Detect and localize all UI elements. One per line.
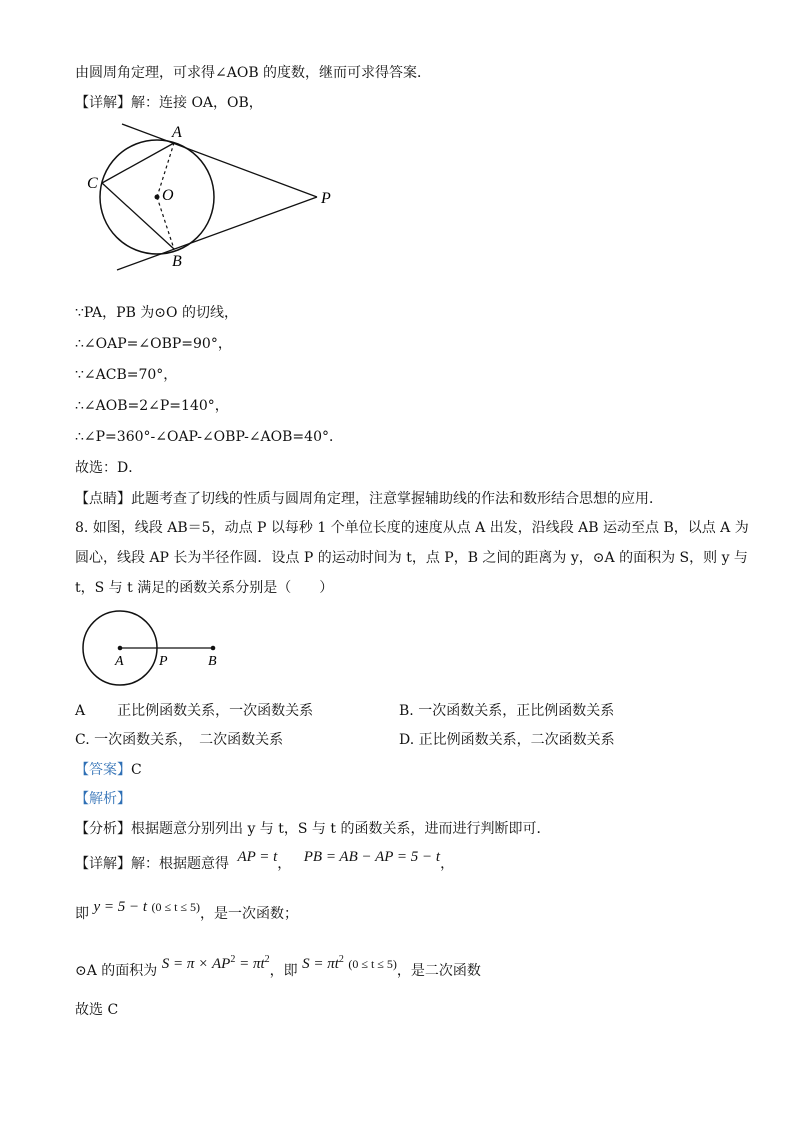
label-p: P <box>321 190 331 207</box>
label-a2: A <box>115 654 124 669</box>
step-3: ∵∠ACB=70°， <box>75 367 178 383</box>
option-a-text: 正比例函数关系，一次函数关系 <box>117 703 314 719</box>
line-hint: 由圆周角定理，可求得∠AOB 的度数，继而可求得答案． <box>75 65 432 81</box>
option-b-label: B. <box>399 703 414 719</box>
label-c: C <box>87 175 98 192</box>
option-c-label: C. <box>75 732 90 748</box>
linear-note: ，是一次函数； <box>199 906 298 922</box>
detail-text: 解：连接 OA，OB， <box>131 95 263 111</box>
fenxi-line <box>75 820 550 838</box>
step-5: ∴∠P=360°-∠OAP-∠OBP-∠AOB=40°． <box>75 429 343 445</box>
step-1: ∵PA，PB 为⊙O 的切线， <box>75 305 238 321</box>
option-b-text: 一次函数关系，正比例函数关系 <box>418 703 615 719</box>
question-8-line-3: t，S 与 t 满足的函数关系分别是（ ） <box>75 580 334 596</box>
range-s: (0 ≤ t ≤ 5) <box>348 957 397 971</box>
answer-value: C <box>131 762 142 778</box>
fenxi-text: 根据题意分别列出 y 与 t，S 与 t 的函数关系，进而进行判断即可． <box>131 821 551 837</box>
step-2: ∴∠OAP=∠OBP=90°， <box>75 336 232 352</box>
fenxi-tag: 【分析】 <box>75 821 131 837</box>
linear-line <box>75 899 298 923</box>
detail-tag: 【详解】 <box>75 95 131 111</box>
comma-2: ， <box>440 856 455 872</box>
option-d <box>399 731 615 749</box>
dianjing-line <box>75 490 663 508</box>
equation-pb: PB = AB − AP = 5 − t <box>303 849 441 865</box>
label-a: A <box>172 124 182 141</box>
jiexi-tag: 【解析】 <box>75 791 131 807</box>
answer-tag: 【答案】 <box>75 762 131 778</box>
option-c-text: 一次函数关系， 二次函数关系 <box>94 732 284 748</box>
choose-line-2: 故选 C <box>75 1002 119 1018</box>
equation-s2: $S = \pi t^2$ <box>302 954 344 972</box>
dianjing-text: 此题考查了切线的性质与圆周角定理，注意掌握辅助线的作法和数形结合思想的应用． <box>131 491 663 507</box>
dianjing-tag: 【点睛】 <box>75 491 131 507</box>
detail-line <box>75 94 263 112</box>
equation-ap: AP = t <box>237 849 278 865</box>
equation-y: y = 5 − t <box>93 899 148 915</box>
area-prefix: ⊙A 的面积为 <box>75 963 158 979</box>
xiangjie-line <box>75 849 455 873</box>
ji-text: 即 <box>75 906 89 922</box>
label-p2: P <box>159 654 168 669</box>
center-dot <box>155 195 160 200</box>
choose-line-1: 故选：D． <box>75 460 143 476</box>
label-b: B <box>172 253 182 270</box>
tangent-line-pb <box>117 197 317 270</box>
question-8-line-1: 8. 如图，线段 AB＝5，动点 P 以每秒 1 个单位长度的速度从点 A 出发，沿线段 AB 运动至点 B，以点 A 为 <box>75 520 749 536</box>
tangent-line-pa <box>122 124 317 197</box>
step-4: ∴∠AOB=2∠P=140°， <box>75 398 229 414</box>
figure-circle-tangents <box>85 115 345 280</box>
xiangjie-tag: 【详解】 <box>75 856 131 872</box>
xiangjie-text: 解：根据题意得 <box>131 856 229 872</box>
label-o: O <box>162 187 174 204</box>
option-c <box>75 731 283 749</box>
quadratic-note: ，是二次函数 <box>396 963 481 979</box>
answer-line <box>75 761 142 779</box>
option-d-label: D. <box>399 732 415 748</box>
point-a-dot <box>118 646 123 651</box>
question-8-line-2: 圆心，线段 AP 长为半径作圆．设点 P 的运动时间为 t，点 P，B 之间的距离为 y，⊙A 的面积为 S，则 y 与 <box>75 550 748 566</box>
area-line <box>75 954 481 980</box>
label-b2: B <box>208 654 217 669</box>
option-b <box>399 702 614 720</box>
option-a-label: A <box>75 703 86 719</box>
figure-segment-ab <box>80 608 240 693</box>
equation-s: $S = \pi \times AP^2 = \pi t^2$ <box>161 954 270 972</box>
range-y: (0 ≤ t ≤ 5) <box>151 900 200 914</box>
comma-1: ， <box>277 856 292 872</box>
option-a <box>75 702 313 720</box>
ji-text-2: ，即 <box>269 963 298 979</box>
option-d-text: 正比例函数关系，二次函数关系 <box>418 732 615 748</box>
point-b-dot <box>211 646 216 651</box>
